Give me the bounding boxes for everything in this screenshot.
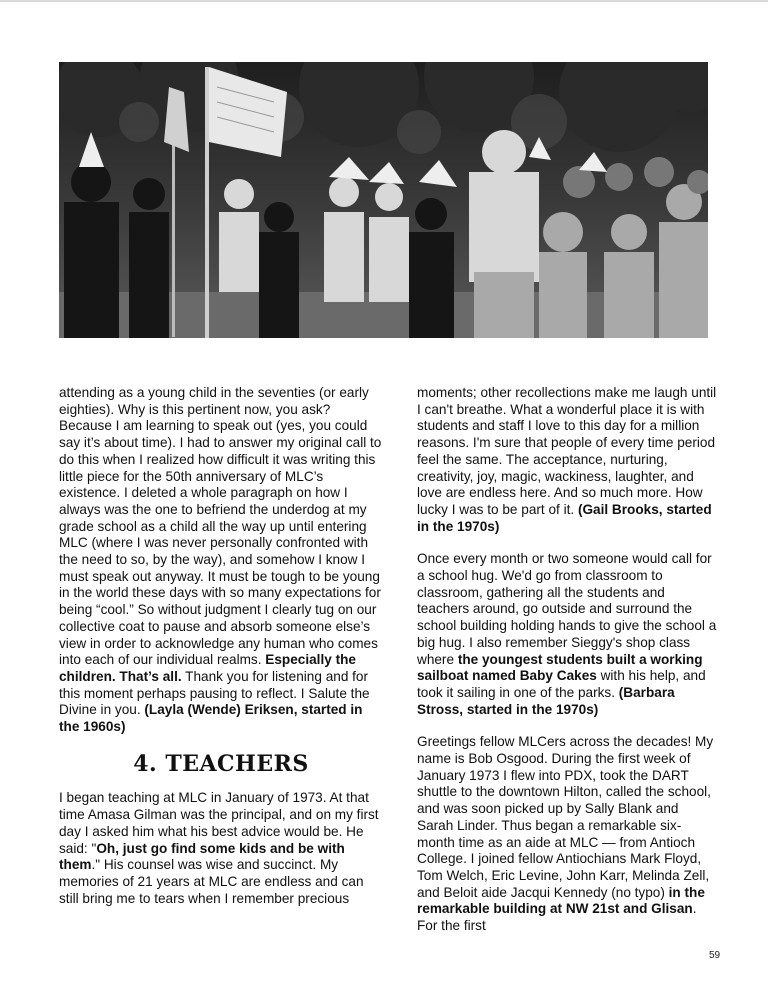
bold-text: (Layla (Wende) Eriksen, started in the 1960s) — [59, 702, 363, 735]
photo-illustration — [59, 62, 708, 338]
paragraph-eriksen: attending as a young child in the seventies (or early eighties). Why is this pertinent now, you ask? Because I am learning to speak out (yes, you could say it’s about time). I had to answer my original call to do this when I realized how difficult it was writing this little piece for the 50th anniversary of MLC’s existence. I deleted a whole paragraph on how I always was the one to befriend the underdog at my grade school as a child all the way up until entering MLC (where I was never personally confronted with the need to so, by the way), and somehow I know I must speak out anyway. It must be tough to be young in the world these days with so many expectations for being “cool.” So without judgment I clearly tug on our collective coat to pause and absorb someone else’s view in order to acknowledge any human who comes into each of our individual realms. Especially the children. That’s all. Thank you for listening and for this moment perhaps pausing to reflect. I Salute the Divine in you. (Layla (Wende) Eriksen, started in the 1960s) — [59, 385, 382, 735]
bold-text: in the remarkable building at NW 21st and Glisan — [417, 884, 705, 917]
bold-text: Especially the children. That’s all. — [59, 652, 356, 684]
bold-text: Oh, just go find some kids and be with them — [59, 840, 345, 873]
paragraph-teachers: I began teaching at MLC in January of 1973. At that time Amasa Gilman was the principal, and on my first day I asked him what his best advice would be. He said: "Oh, just go find some kids and be with them." His counsel was wise and succinct. My memories of 21 years at MLC are endless and can still bring me to tears when I remember precious — [59, 790, 379, 906]
paragraph-osgood: Greetings fellow MLCers across the decades! My name is Bob Osgood. During the first week of January 1973 I flew into PDX, took the DART shuttle to the downtown Hilton, called the school, and was soon picked up by Sally Blank and Sarah Linder. Thus began a remarkable six-month time as an aide at MLC — from Antioch College. I joined fellow Antiochians Mark Floyd, Tom Welch, Eric Levine, John Karr, Melinda Zell, and Beloit aide Jacqui Kennedy (no typo) in the remarkable building at NW 21st and Glisan. For the first — [417, 734, 714, 934]
bold-text: (Gail Brooks, started in the 1970s) — [417, 501, 712, 534]
bold-text: the youngest students built a working sailboat named Baby Cakes — [417, 651, 703, 684]
section-heading: 4. TEACHERS — [133, 750, 309, 777]
bold-text: (Barbara Stross, started in the 1970s) — [417, 684, 675, 717]
page-number: 59 — [709, 950, 721, 961]
paragraph-brooks: moments; other recollections make me laugh until I can't breathe. What a wonderful place it is with students and staff I love to this day for a million reasons. I'm sure that people of every time period feel the same. The acceptance, nurturing, creativity, joy, magic, wackiness, laughter, and love are endless here. And so much more. How lucky I was to be part of it. (Gail Brooks, started in the 1970s) — [417, 385, 717, 534]
right-column — [417, 385, 717, 935]
top-border — [0, 0, 768, 2]
left-column — [59, 385, 383, 907]
paragraph-stross: Once every month or two someone would call for a school hug. We'd go from classroom to classroom, gathering all the students and teachers around, go outside and surround the school building holding hands to give the school a big hug. I also remember Sieggy's shop class where the youngest students built a working sailboat named Baby Cakes with his help, and took it sailing in one of the parks. (Barbara Stross, started in the 1970s) — [417, 551, 717, 717]
historical-photo — [59, 62, 708, 338]
